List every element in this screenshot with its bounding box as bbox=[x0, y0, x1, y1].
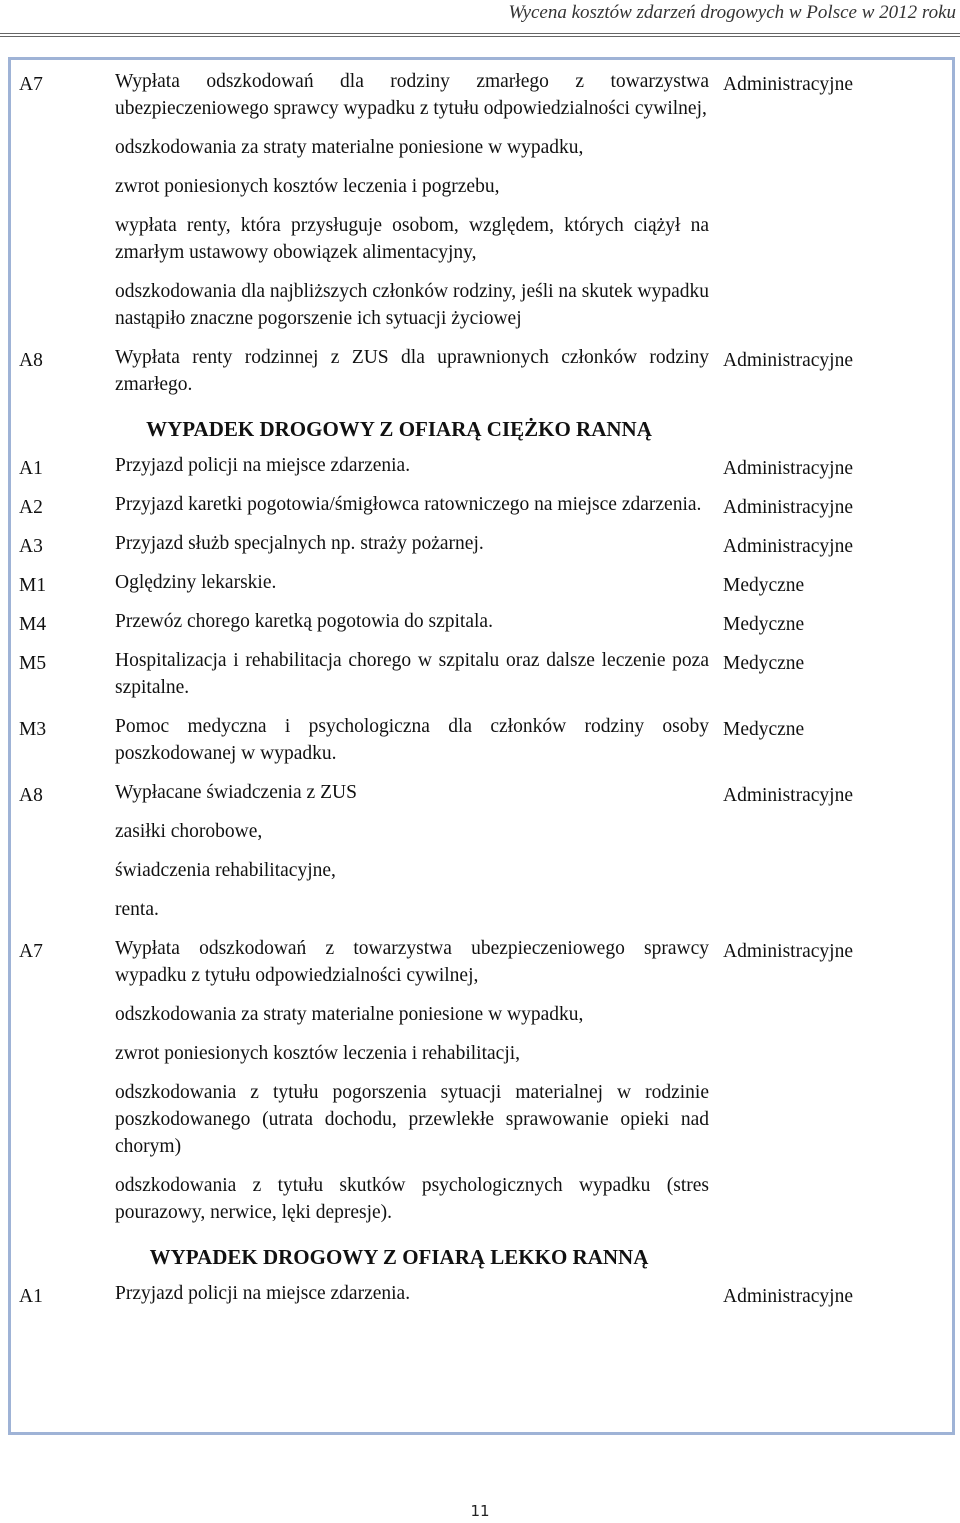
description-paragraph: Przyjazd policji na miejsce zdarzenia. bbox=[115, 1283, 411, 1304]
table-row bbox=[19, 935, 939, 1238]
description-paragraph: Hospitalizacja i rehabilitacja chorego w szpitalu oraz dalsze leczenie poza szpitalne. bbox=[115, 650, 709, 698]
table-row bbox=[19, 1280, 939, 1319]
description-paragraph: odszkodowania za straty materialne poniesione w wypadku, bbox=[115, 1004, 584, 1025]
cost-category: Medyczne bbox=[723, 719, 805, 740]
page-number: 11 bbox=[470, 1502, 490, 1520]
description-paragraph: Wypłata odszkodowań z towarzystwa ubezpieczeniowego sprawcy wypadku z tytułu odpowiedzialności cywilnej, bbox=[115, 938, 709, 986]
cost-category: Administracyjne bbox=[723, 785, 853, 806]
cost-code: M5 bbox=[19, 653, 47, 674]
header-rule bbox=[0, 33, 960, 37]
description-paragraph: Wypłata odszkodowań dla rodziny zmarłego z towarzystwa ubezpieczeniowego sprawcy wypadku z tytułu odpowiedzialności cywilnej, bbox=[115, 71, 709, 119]
cost-description bbox=[115, 452, 723, 491]
group-light bbox=[19, 1280, 939, 1319]
table-row bbox=[19, 779, 939, 935]
cost-description bbox=[115, 647, 723, 713]
table-row bbox=[19, 452, 939, 491]
cost-code: A1 bbox=[19, 458, 43, 479]
cost-description bbox=[115, 344, 723, 410]
cost-code: A2 bbox=[19, 497, 43, 518]
description-paragraph: Wypłata renty rodzinnej z ZUS dla uprawnionych członków rodziny zmarłego. bbox=[115, 347, 709, 395]
cost-category: Administracyjne bbox=[723, 1286, 853, 1307]
cost-code: A7 bbox=[19, 941, 43, 962]
section-heading-light: WYPADEK DROGOWY Z OFIARĄ LEKKO RANNĄ bbox=[149, 1245, 649, 1269]
table-row bbox=[19, 713, 939, 779]
description-paragraph: odszkodowania za straty materialne poniesione w wypadku, bbox=[115, 137, 584, 158]
group-fatal-tail bbox=[19, 68, 939, 410]
group-serious bbox=[19, 452, 939, 1238]
table-row bbox=[19, 68, 939, 344]
description-paragraph: świadczenia rehabilitacyjne, bbox=[115, 860, 336, 881]
cost-category: Administracyjne bbox=[723, 497, 853, 518]
cost-category: Administracyjne bbox=[723, 350, 853, 371]
description-paragraph: odszkodowania z tytułu skutków psychologicznych wypadku (stres pourazowy, nerwice, lęki depresje). bbox=[115, 1175, 709, 1223]
cost-code: A7 bbox=[19, 74, 43, 95]
description-paragraph: Przyjazd karetki pogotowia/śmigłowca ratowniczego na miejsce zdarzenia. bbox=[115, 494, 702, 515]
description-paragraph: Przyjazd służb specjalnych np. straży pożarnej. bbox=[115, 533, 484, 554]
description-paragraph: Przewóz chorego karetką pogotowia do szpitala. bbox=[115, 611, 493, 632]
description-paragraph: odszkodowania dla najbliższych członków rodziny, jeśli na skutek wypadku nastąpiło znaczne pogorszenie ich sytuacji życiowej bbox=[115, 281, 709, 329]
table-row bbox=[19, 569, 939, 608]
table-row bbox=[19, 530, 939, 569]
cost-description bbox=[115, 779, 723, 935]
cost-code: M1 bbox=[19, 575, 47, 596]
description-paragraph: zwrot poniesionych kosztów leczenia i pogrzebu, bbox=[115, 176, 500, 197]
cost-table bbox=[19, 68, 939, 1319]
description-paragraph: zasiłki chorobowe, bbox=[115, 821, 263, 842]
description-paragraph: renta. bbox=[115, 899, 159, 920]
cost-code: A1 bbox=[19, 1286, 43, 1307]
cost-category: Administracyjne bbox=[723, 536, 853, 557]
cost-description bbox=[115, 68, 723, 344]
description-paragraph: zwrot poniesionych kosztów leczenia i rehabilitacji, bbox=[115, 1043, 521, 1064]
cost-category: Administracyjne bbox=[723, 74, 853, 95]
description-paragraph: wypłata renty, która przysługuje osobom, względem, których ciążył na zmarłym ustawowy obowiązek alimentacyjny, bbox=[115, 215, 709, 263]
cost-category: Medyczne bbox=[723, 614, 805, 635]
table-row bbox=[19, 344, 939, 410]
cost-description bbox=[115, 608, 723, 647]
running-header: Wycena kosztów zdarzeń drogowych w Polsce w 2012 roku bbox=[508, 2, 956, 23]
cost-code: M4 bbox=[19, 614, 47, 635]
description-paragraph: Oględziny lekarskie. bbox=[115, 572, 277, 593]
description-paragraph: odszkodowania z tytułu pogorszenia sytuacji materialnej w rodzinie poszkodowanego (utrata dochodu, przewlekłe sprawowanie opieki nad chorym) bbox=[115, 1082, 709, 1157]
cost-category: Medyczne bbox=[723, 653, 805, 674]
cost-description bbox=[115, 491, 723, 530]
table-row bbox=[19, 608, 939, 647]
cost-category: Administracyjne bbox=[723, 941, 853, 962]
cost-code: A8 bbox=[19, 785, 43, 806]
table-row bbox=[19, 647, 939, 713]
cost-code: A8 bbox=[19, 350, 43, 371]
cost-code: M3 bbox=[19, 719, 47, 740]
cost-category: Administracyjne bbox=[723, 458, 853, 479]
description-paragraph: Pomoc medyczna i psychologiczna dla członków rodziny osoby poszkodowanej w wypadku. bbox=[115, 716, 709, 764]
section-heading-serious: WYPADEK DROGOWY Z OFIARĄ CIĘŻKO RANNĄ bbox=[146, 417, 652, 441]
description-paragraph: Przyjazd policji na miejsce zdarzenia. bbox=[115, 455, 411, 476]
cost-description bbox=[115, 530, 723, 569]
cost-code: A3 bbox=[19, 536, 43, 557]
cost-category: Medyczne bbox=[723, 575, 805, 596]
description-paragraph: Wypłacane świadczenia z ZUS bbox=[115, 782, 357, 803]
cost-description bbox=[115, 935, 723, 1238]
cost-description bbox=[115, 569, 723, 608]
cost-description bbox=[115, 713, 723, 779]
table-row bbox=[19, 491, 939, 530]
cost-description bbox=[115, 1280, 723, 1319]
